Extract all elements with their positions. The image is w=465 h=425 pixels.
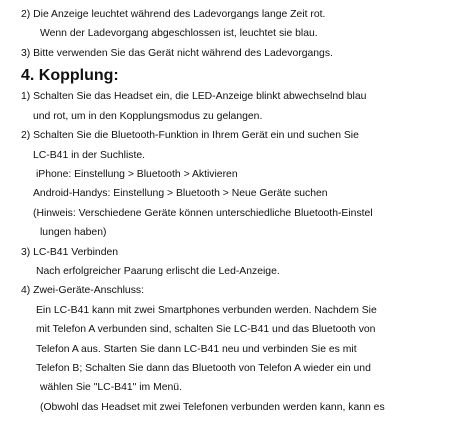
settings-hint-line-2: lungen haben)	[40, 227, 107, 238]
pairing-step-1-line-2: und rot, um in den Kopplungsmodus zu gelangen.	[33, 111, 263, 122]
two-device-text-line-4: Telefon B; Schalten Sie dann das Bluetooth von Telefon A wieder ein und	[36, 363, 371, 374]
pairing-step-2-line-2: LC-B41 in der Suchliste.	[33, 150, 146, 161]
charging-warning-text: 3) Bitte verwenden Sie das Gerät nicht während des Ladevorgangs.	[21, 48, 333, 59]
pairing-step-4-title: 4) Zwei-Geräte-Anschluss:	[21, 285, 144, 296]
two-device-text-line-5: wählen Sie "LC-B41" im Menü.	[40, 382, 182, 393]
charging-complete-text: Wenn der Ladevorgang abgeschlossen ist, leuchtet sie blau.	[40, 28, 318, 39]
section-heading-pairing: 4. Kopplung:	[21, 67, 119, 84]
charging-indicator-text: 2) Die Anzeige leuchtet während des Ladevorgangs lange Zeit rot.	[21, 9, 326, 20]
pairing-step-3-line-2: Nach erfolgreicher Paarung erlischt die Led-Anzeige.	[36, 266, 280, 277]
two-device-text-line-1: Ein LC-B41 kann mit zwei Smartphones verbunden werden. Nachdem Sie	[36, 305, 377, 316]
settings-hint-line-1: (Hinweis: Verschiedene Geräte können unterschiedliche Bluetooth-Einstel	[33, 208, 373, 219]
two-device-text-line-6: (Obwohl das Headset mit zwei Telefonen verbunden werden kann, kann es	[40, 402, 385, 413]
iphone-instructions: iPhone: Einstellung > Bluetooth > Aktivieren	[36, 169, 238, 180]
pairing-step-3-line-1: 3) LC-B41 Verbinden	[21, 247, 119, 258]
two-device-text-line-3: Telefon A aus. Starten Sie dann LC-B41 neu und verbinden Sie es mit	[36, 344, 357, 355]
two-device-text-line-2: mit Telefon A verbunden sind, schalten Sie LC-B41 und das Bluetooth von	[36, 324, 376, 335]
pairing-step-2-line-1: 2) Schalten Sie die Bluetooth-Funktion in Ihrem Gerät ein und suchen Sie	[21, 130, 359, 141]
android-instructions: Android-Handys: Einstellung > Bluetooth > Neue Geräte suchen	[33, 188, 328, 199]
pairing-step-1-line-1: 1) Schalten Sie das Headset ein, die LED-Anzeige blinkt abwechselnd blau	[21, 91, 367, 102]
